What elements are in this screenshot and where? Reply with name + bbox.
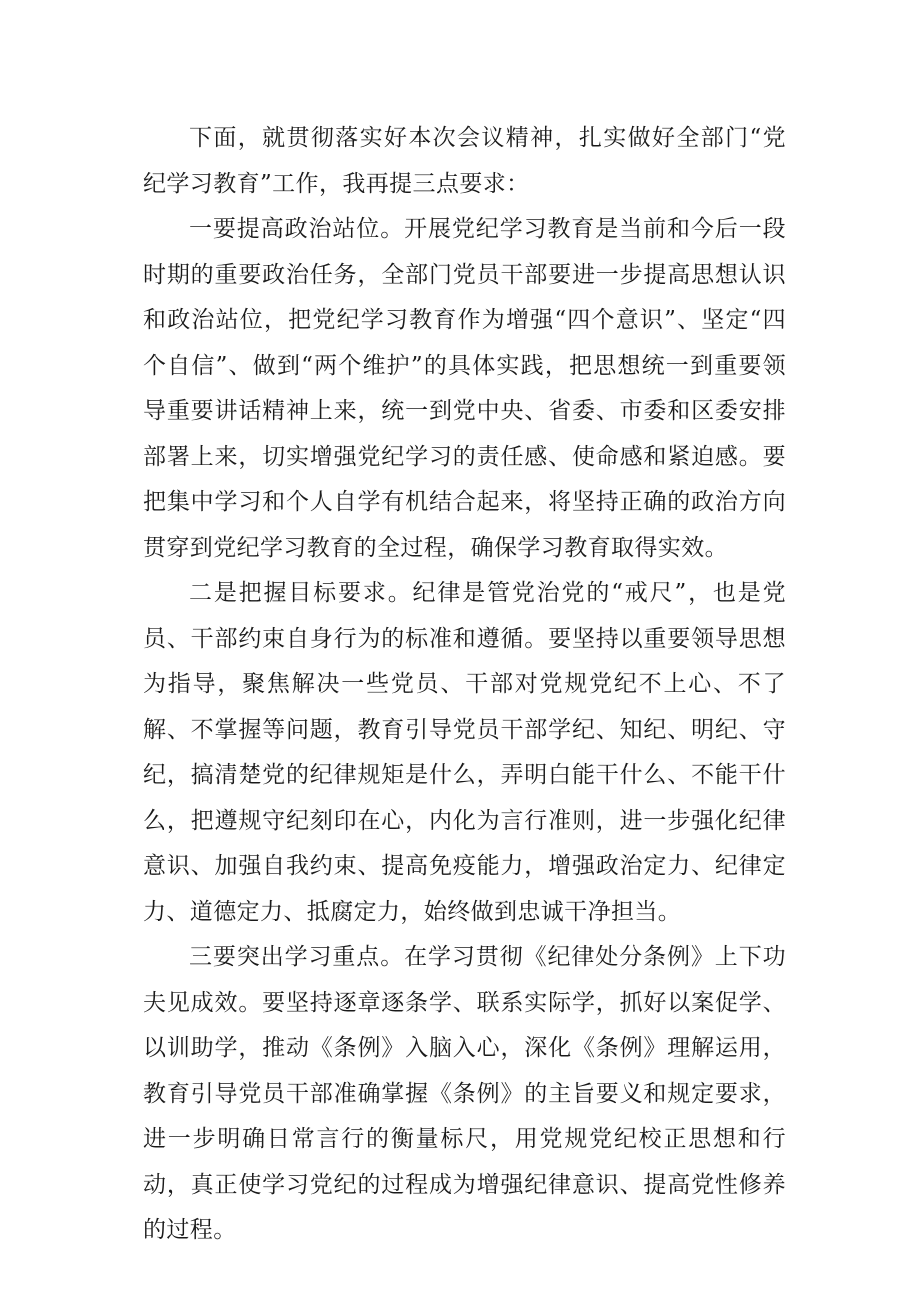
document-body	[143, 116, 786, 1254]
paragraph-point-one: 一要提高政治站位。开展党纪学习教育是当前和今后一段时期的重要政治任务，全部门党员干部要进一步提高思想认识和政治站位，把党纪学习教育作为增强“四个意识”、坚定“四个自信”、做到“两个维护”的具体实践，把思想统一到重要领导重要讲话精神上来，统一到党中央、省委、市委和区委安排部署上来，切实增强党纪学习的责任感、使命感和紧迫感。要把集中学习和个人自学有机结合起来，将坚持正确的政治方向贯穿到党纪学习教育的全过程，确保学习教育取得实效。	[143, 216, 786, 561]
paragraph-point-two: 二是把握目标要求。纪律是管党治党的“戒尺”，也是党员、干部约束自身行为的标准和遵循。要坚持以重要领导思想为指导，聚焦解决一些党员、干部对党规党纪不上心、不了解、不掌握等问题，教育引导党员干部学纪、知纪、明纪、守纪，搞清楚党的纪律规矩是什么，弄明白能干什么、不能干什么，把遵规守纪刻印在心，内化为言行准则，进一步强化纪律意识、加强自我约束、提高免疫能力，增强政治定力、纪律定力、道德定力、抵腐定力，始终做到忠诚干净担当。	[143, 580, 786, 925]
paragraph-point-three: 三要突出学习重点。在学习贯彻《纪律处分条例》上下功夫见成效。要坚持逐章逐条学、联系实际学，抓好以案促学、以训助学，推动《条例》入脑入心，深化《条例》理解运用，教育引导党员干部准确掌握《条例》的主旨要义和规定要求，进一步明确日常言行的衡量标尺，用党规党纪校正思想和行动，真正使学习党纪的过程成为增强纪律意识、提高党性修养的过程。	[143, 944, 786, 1243]
paragraph-intro: 下面，就贯彻落实好本次会议精神，扎实做好全部门“党纪学习教育”工作，我再提三点要求：	[143, 125, 786, 197]
